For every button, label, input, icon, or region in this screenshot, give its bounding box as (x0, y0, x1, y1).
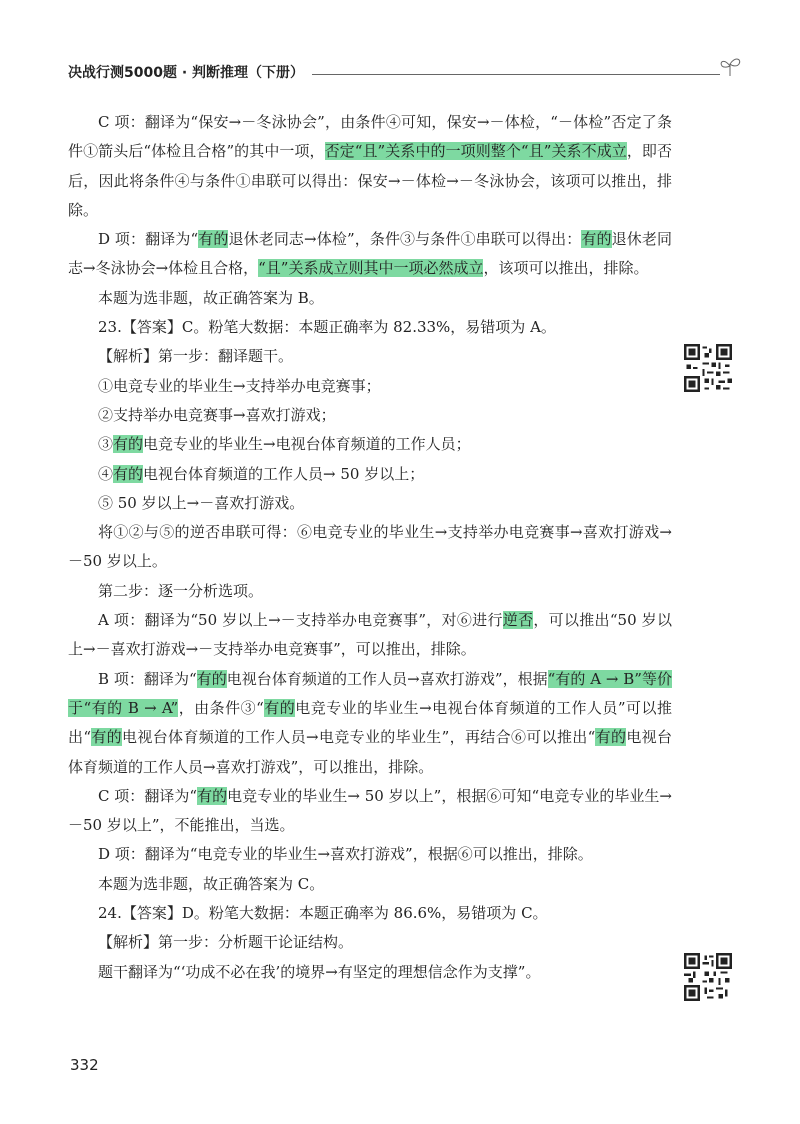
paragraph (68, 606, 672, 665)
paragraph-text: D 项：翻译为“电竞专业的毕业生→喜欢打游戏”，根据⑥可以推出，排除。 (98, 845, 593, 864)
paragraph (68, 928, 672, 957)
paragraph (68, 958, 672, 987)
paragraph (68, 489, 672, 518)
paragraph-text: 题干翻译为“‘功成不必在我’的境界→有坚定的理想信念作为支撑”。 (98, 962, 541, 981)
answer-explanation-body (68, 108, 672, 987)
paragraph (68, 577, 672, 606)
paragraph-text: ，由条件③“ (178, 698, 264, 717)
highlighted-text: 有的 (113, 435, 144, 454)
paragraph-text: D 项：翻译为“ (98, 230, 199, 249)
highlighted-text: “有的 A → B”等价于“有的 B → A” (68, 669, 672, 717)
highlighted-text: 有的 (263, 698, 296, 717)
paragraph (68, 460, 672, 489)
paragraph (68, 899, 672, 928)
paragraph-text: ①电竞专业的毕业生→支持举办电竞赛事； (98, 376, 381, 395)
paragraph-text: ⑤ 50 岁以上→－喜欢打游戏。 (98, 493, 305, 512)
paragraph (68, 108, 672, 225)
paragraph-text: 本题为选非题，故正确答案为 C。 (98, 874, 325, 893)
highlighted-text: 有的 (91, 728, 123, 747)
paragraph (68, 342, 672, 371)
paragraph-text: 电竞专业的毕业生→电视台体育频道的工作人员”可以推出“ (68, 698, 672, 747)
paragraph-text: 本题为选非题，故正确答案为 B。 (98, 288, 324, 307)
header-title: 决战行测5000题 · 判断推理（下册） (68, 62, 312, 84)
paragraph-text: ，即否后，因此将条件④与条件①串联可以得出：保安→－体检→－冬泳协会，该项可以推出，排除。 (68, 142, 672, 219)
paragraph-text: B 项：翻译为“ (98, 669, 197, 688)
paragraph (68, 870, 672, 899)
paragraph-text: C 项：翻译为“ (98, 786, 198, 805)
paragraph (68, 372, 672, 401)
paragraph (68, 401, 672, 430)
paragraph-text: 电竞专业的毕业生→电视台体育频道的工作人员； (143, 435, 471, 454)
paragraph (68, 430, 672, 459)
paragraph (68, 313, 672, 342)
paragraph-text: 退休老同志→体检”，条件③与条件①串联可以得出： (228, 230, 582, 249)
paragraph-text: 第二步：逐一分析选项。 (98, 581, 264, 600)
paragraph-text: ，可以推出“50 岁以上→－喜欢打游戏→－支持举办电竞赛事”，可以推出，排除。 (68, 611, 672, 659)
paragraph (68, 782, 672, 841)
paragraph-text: 24.【答案】D。粉笔大数据：本题正确率为 86.6%，易错项为 C。 (98, 904, 548, 923)
highlighted-text: 有的 (197, 786, 228, 805)
paragraph (68, 518, 672, 577)
paragraph-text: ③ (98, 435, 114, 454)
paragraph-text: C 项：翻译为“保安→－冬泳协会”，由条件④可知，保安→－体检，“－体检”否定了条件①箭头后“体检且合格”的其中一项， (68, 113, 672, 161)
sprout-icon (716, 54, 744, 78)
paragraph-text: 退休老同志→冬泳协会→体检且合格， (68, 230, 672, 278)
highlighted-text: “且”关系成立则其中一项必然成立 (258, 259, 484, 278)
paragraph-text: 电竞专业的毕业生→ 50 岁以上”，根据⑥可知“电竞专业的毕业生→－50 岁以上”，不能推出，当选。 (68, 786, 672, 835)
paragraph-text: 将①②与⑤的逆否串联可得：⑥电竞专业的毕业生→支持举办电竞赛事→喜欢打游戏→－50 岁以上。 (68, 523, 672, 571)
paragraph-text: 电视台体育频道的工作人员→喜欢打游戏”，可以推出，排除。 (68, 728, 672, 776)
highlighted-text: 有的 (595, 728, 627, 747)
highlighted-text: 有的 (113, 464, 144, 483)
paragraph (68, 840, 672, 869)
paragraph (68, 225, 672, 284)
page-number: 332 (70, 1056, 99, 1074)
paragraph-text: 【解析】第一步：分析题干论证结构。 (98, 933, 354, 952)
paragraph-text: ④ (98, 464, 114, 483)
highlighted-text: 有的 (198, 230, 229, 249)
qr-code-icon[interactable] (684, 344, 732, 392)
highlighted-text: 否定“且”关系中的一项则整个“且”关系不成立 (324, 142, 627, 161)
highlighted-text: 有的 (196, 669, 227, 688)
paragraph-text: ②支持举办电竞赛事→喜欢打游戏； (98, 405, 336, 424)
highlighted-text: 有的 (581, 230, 612, 249)
paragraph-text: ，该项可以推出，排除。 (483, 259, 649, 278)
paragraph (68, 284, 672, 313)
paragraph-text: 23.【答案】C。粉笔大数据：本题正确率为 82.33%，易错项为 A。 (98, 318, 556, 337)
highlighted-text: 逆否 (502, 611, 534, 630)
paragraph-text: 【解析】第一步：翻译题干。 (98, 347, 294, 366)
qr-code-icon[interactable] (684, 953, 732, 1001)
paragraph-text: 电视台体育频道的工作人员→电竞专业的毕业生”，再结合⑥可以推出“ (122, 728, 596, 747)
paragraph (68, 665, 672, 782)
paragraph-text: 电视台体育频道的工作人员→ 50 岁以上； (143, 464, 425, 483)
paragraph-text: A 项：翻译为“50 岁以上→－支持举办电竞赛事”，对⑥进行 (98, 611, 503, 630)
running-header (68, 62, 748, 86)
paragraph-text: 电视台体育频道的工作人员→喜欢打游戏”，根据 (226, 669, 548, 688)
